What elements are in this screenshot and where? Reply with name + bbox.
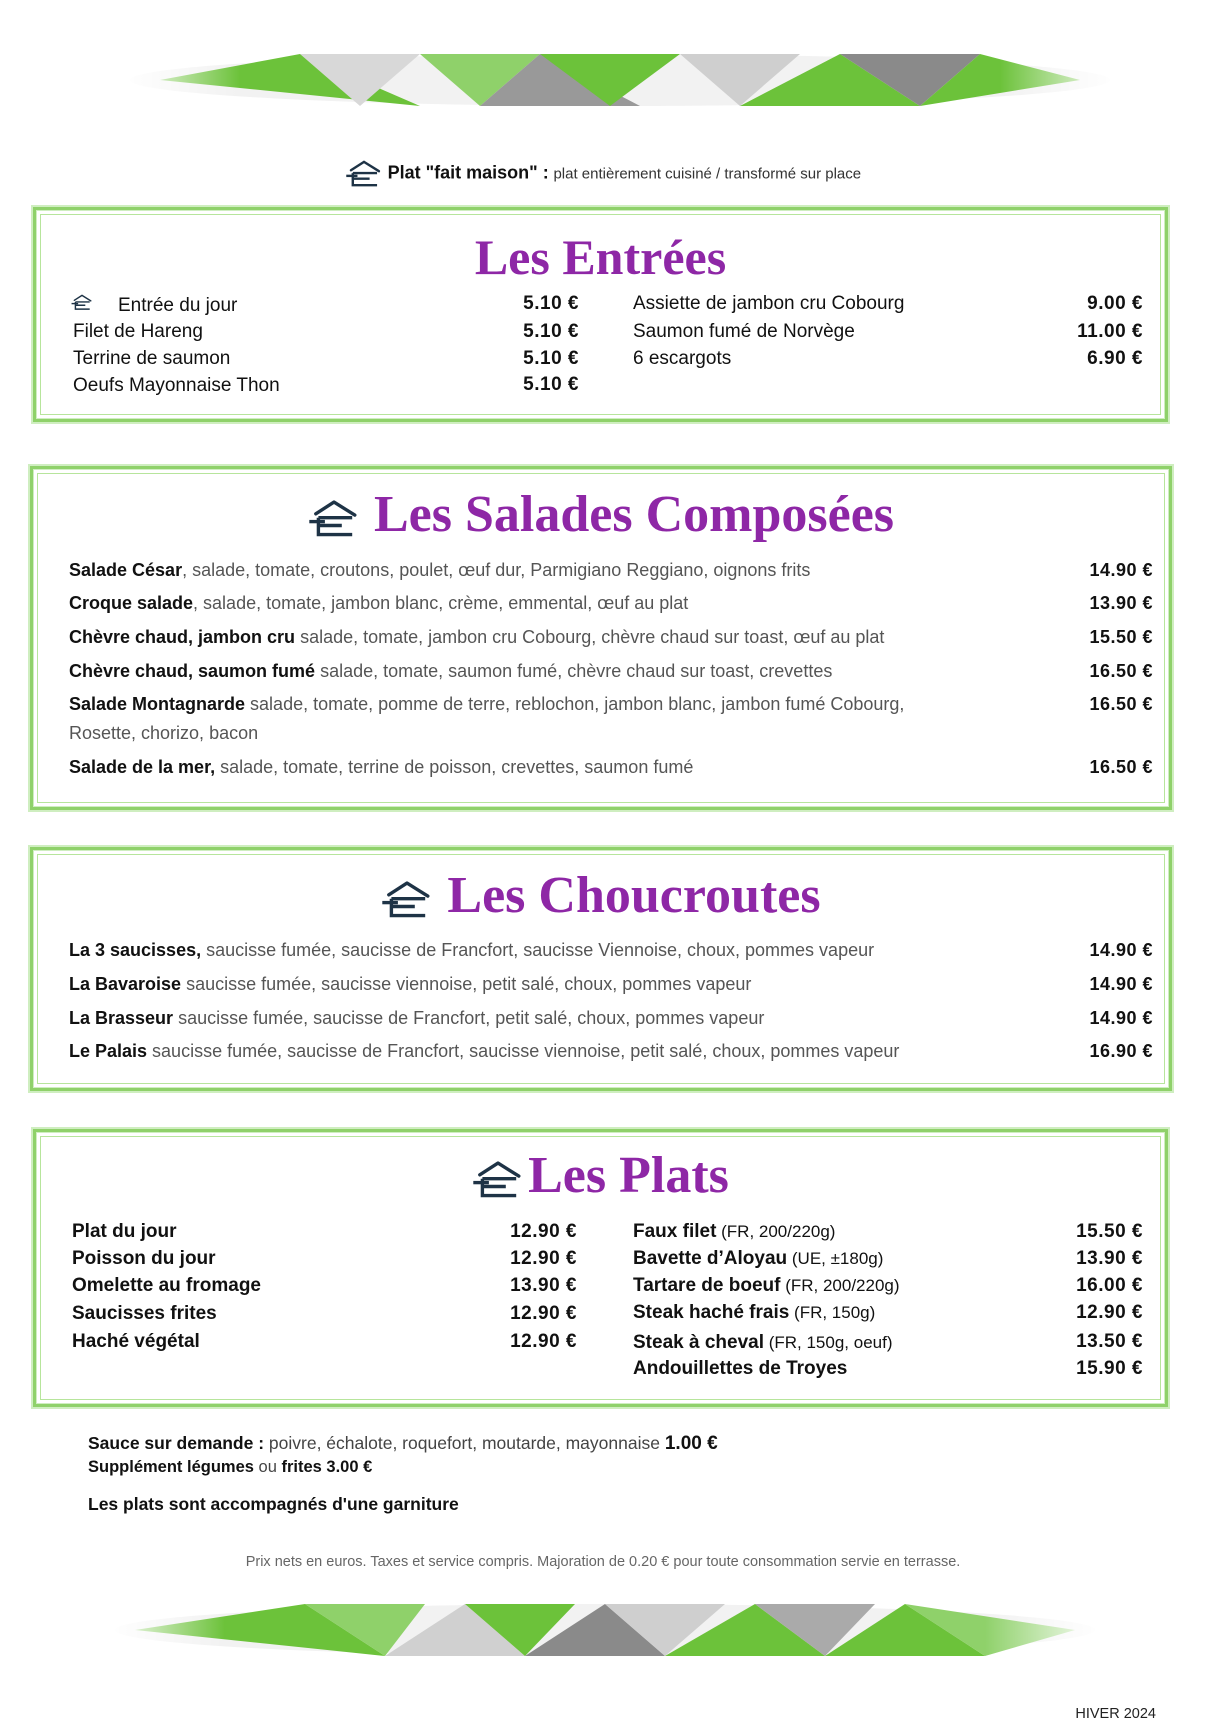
plat-name: Andouillettes de Troyes: [633, 1358, 848, 1379]
sauce-list: poivre, échalote, roquefort, moutarde, mayonnaise: [264, 1433, 665, 1453]
supplement-note: [88, 1458, 372, 1477]
house-icon: [71, 294, 93, 311]
entree-price: 5.10 €: [523, 293, 579, 314]
plat-item: [72, 1303, 217, 1325]
entree-item: Terrine de saumon: [73, 348, 231, 369]
plat-name: Bavette d’Aloyau: [633, 1248, 788, 1269]
entree-price: 9.00 €: [1087, 293, 1143, 314]
plat-price: 12.90 €: [510, 1331, 577, 1352]
season-label: HIVER 2024: [1075, 1706, 1156, 1722]
salade-name: Salade César: [69, 560, 183, 580]
choucroute-desc: saucisse fumée, saucisse de Francfort, saucisse viennoise, petit salé, choux, pommes vapeur: [147, 1041, 900, 1061]
salade-item: [69, 627, 884, 648]
plat-price: 13.90 €: [1076, 1248, 1143, 1269]
prices-note: Prix nets en euros. Taxes et service compris. Majoration de 0.20 € pour toute consommation servie en terrasse.: [245, 1554, 961, 1570]
choucroute-price: 16.90 €: [1089, 1041, 1153, 1061]
entree-item: Filet de Hareng: [73, 321, 203, 342]
plats-title-text: Les Plats: [528, 1147, 729, 1204]
plat-name: Tartare de boeuf: [633, 1275, 781, 1296]
supplement-frites: frites 3.00 €: [281, 1458, 373, 1476]
entree-item: Oeufs Mayonnaise Thon: [73, 375, 280, 396]
choucroute-price: 14.90 €: [1089, 974, 1153, 994]
plat-name: Haché végétal: [72, 1331, 200, 1352]
salades-title-text: Les Salades Composées: [373, 486, 895, 543]
entree-price: 5.10 €: [523, 374, 579, 395]
legend-label: Plat "fait maison" :: [387, 162, 549, 183]
plat-detail: (FR, 150g): [789, 1303, 876, 1322]
garniture-note: Les plats sont accompagnés d'une garniture: [88, 1494, 459, 1514]
plat-name: Plat du jour: [72, 1221, 177, 1242]
plat-item: [633, 1275, 900, 1297]
salade-price: 16.50 €: [1089, 694, 1153, 714]
entree-price: 6.90 €: [1087, 348, 1143, 369]
plat-name: Steak haché frais: [633, 1302, 790, 1323]
salade-desc: salade, tomate, saumon fumé, chèvre chaud sur toast, crevettes: [315, 661, 833, 681]
choucroutes-title: [33, 866, 1169, 925]
plat-price: 12.90 €: [510, 1221, 577, 1242]
house-icon: [381, 880, 433, 920]
salade-price: 16.50 €: [1089, 757, 1153, 777]
entree-item: Entrée du jour: [118, 295, 238, 316]
plat-name: Poisson du jour: [72, 1248, 216, 1269]
plat-name: Saucisses frites: [72, 1303, 217, 1324]
choucroute-name: La 3 saucisses,: [69, 940, 202, 960]
house-icon: [345, 160, 383, 188]
salade-price: 14.90 €: [1089, 560, 1153, 580]
salade-name: Salade de la mer,: [69, 757, 216, 777]
plat-price: 13.90 €: [510, 1275, 577, 1296]
choucroutes-section: [30, 847, 1172, 1091]
top-decorative-banner: [120, 40, 1120, 120]
entrees-title: Les Entrées: [474, 229, 727, 285]
entree-price: 11.00 €: [1077, 321, 1143, 342]
plat-detail: (UE, ±180g): [787, 1249, 884, 1268]
plat-price: 16.00 €: [1076, 1275, 1143, 1296]
choucroute-desc: saucisse fumée, saucisse de Francfort, saucisse Viennoise, choux, pommes vapeur: [201, 940, 875, 960]
house-icon: [308, 499, 360, 539]
plat-price: 15.50 €: [1076, 1221, 1143, 1242]
salades-section: [30, 466, 1172, 810]
salade-item: [69, 694, 904, 715]
supplement-legumes: Supplément légumes: [88, 1458, 254, 1476]
plat-item: [72, 1275, 261, 1297]
salades-title: [33, 485, 1169, 544]
salade-desc: , salade, tomate, croutons, poulet, œuf dur, Parmigiano Reggiano, oignons frits: [182, 560, 811, 580]
salade-item: [69, 593, 688, 614]
house-icon: [472, 1160, 524, 1200]
plat-item: [633, 1332, 893, 1354]
sauce-label: Sauce sur demande :: [88, 1433, 265, 1453]
choucroute-item: [69, 940, 874, 961]
choucroutes-title-text: Les Choucroutes: [447, 867, 821, 924]
plat-price: 12.90 €: [1076, 1302, 1143, 1323]
choucroute-price: 14.90 €: [1089, 940, 1153, 960]
plat-item: [633, 1248, 883, 1270]
plat-item: [72, 1248, 216, 1270]
choucroute-price: 14.90 €: [1089, 1008, 1153, 1028]
supplement-ou: ou: [253, 1458, 282, 1476]
plat-detail: (FR, 200/220g): [780, 1276, 900, 1295]
salade-name: Salade Montagnarde: [69, 694, 246, 714]
entree-item: 6 escargots: [633, 348, 732, 369]
salade-name: Chèvre chaud, saumon fumé: [69, 661, 316, 681]
choucroute-desc: saucisse fumée, saucisse de Francfort, petit salé, choux, pommes vapeur: [173, 1008, 765, 1028]
plat-name: Faux filet: [633, 1221, 717, 1242]
plat-price: 13.50 €: [1076, 1331, 1143, 1352]
plat-name: Steak à cheval: [633, 1332, 764, 1353]
salade-name: Chèvre chaud, jambon cru: [69, 627, 296, 647]
plat-item: [633, 1302, 875, 1324]
choucroute-name: La Bavaroise: [69, 974, 182, 994]
fait-maison-legend: [0, 160, 1206, 188]
entree-price: 5.10 €: [523, 348, 579, 369]
entree-price: 5.10 €: [523, 321, 579, 342]
plat-name: Omelette au fromage: [72, 1275, 261, 1296]
plat-detail: (FR, 200/220g): [716, 1222, 836, 1241]
plat-price: 12.90 €: [510, 1248, 577, 1269]
plat-item: [72, 1221, 177, 1243]
choucroute-item: [69, 1041, 899, 1062]
salade-item: [69, 661, 832, 682]
entree-item: Saumon fumé de Norvège: [633, 321, 855, 342]
plat-item: [72, 1331, 200, 1353]
entree-item: Assiette de jambon cru Cobourg: [633, 293, 905, 314]
salade-item: [69, 560, 810, 581]
salade-desc: salade, tomate, jambon cru Cobourg, chèvre chaud sur toast, œuf au plat: [295, 627, 885, 647]
salade-price: 15.50 €: [1089, 627, 1153, 647]
plats-section: [33, 1129, 1168, 1407]
choucroute-item: [69, 974, 751, 995]
salade-item: [69, 757, 693, 778]
salade-desc-continued: Rosette, chorizo, bacon: [69, 723, 259, 743]
salade-desc: , salade, tomate, jambon blanc, crème, emmental, œuf au plat: [193, 593, 689, 613]
plat-price: 15.90 €: [1076, 1358, 1143, 1379]
choucroute-item: [69, 1008, 764, 1029]
plat-item: [633, 1221, 835, 1243]
plat-item: [633, 1358, 847, 1380]
bottom-decorative-banner: [100, 1590, 1110, 1670]
salade-price: 13.90 €: [1089, 593, 1153, 613]
salade-desc: salade, tomate, terrine de poisson, crevettes, saumon fumé: [215, 757, 694, 777]
plat-detail: (FR, 150g, oeuf): [763, 1333, 893, 1352]
salade-name: Croque salade: [69, 593, 194, 613]
sauce-price: 1.00 €: [664, 1433, 718, 1454]
sauce-note: [88, 1433, 718, 1455]
entrees-section: [33, 207, 1168, 422]
salade-desc: salade, tomate, pomme de terre, reblochon, jambon blanc, jambon fumé Cobourg,: [245, 694, 905, 714]
legend-text: plat entièrement cuisiné / transformé sur place: [553, 165, 862, 183]
choucroute-name: Le Palais: [69, 1041, 148, 1061]
plats-title: [36, 1146, 1165, 1205]
salade-price: 16.50 €: [1089, 661, 1153, 681]
plat-price: 12.90 €: [510, 1303, 577, 1324]
choucroute-desc: saucisse fumée, saucisse viennoise, petit salé, choux, pommes vapeur: [181, 974, 752, 994]
choucroute-name: La Brasseur: [69, 1008, 174, 1028]
